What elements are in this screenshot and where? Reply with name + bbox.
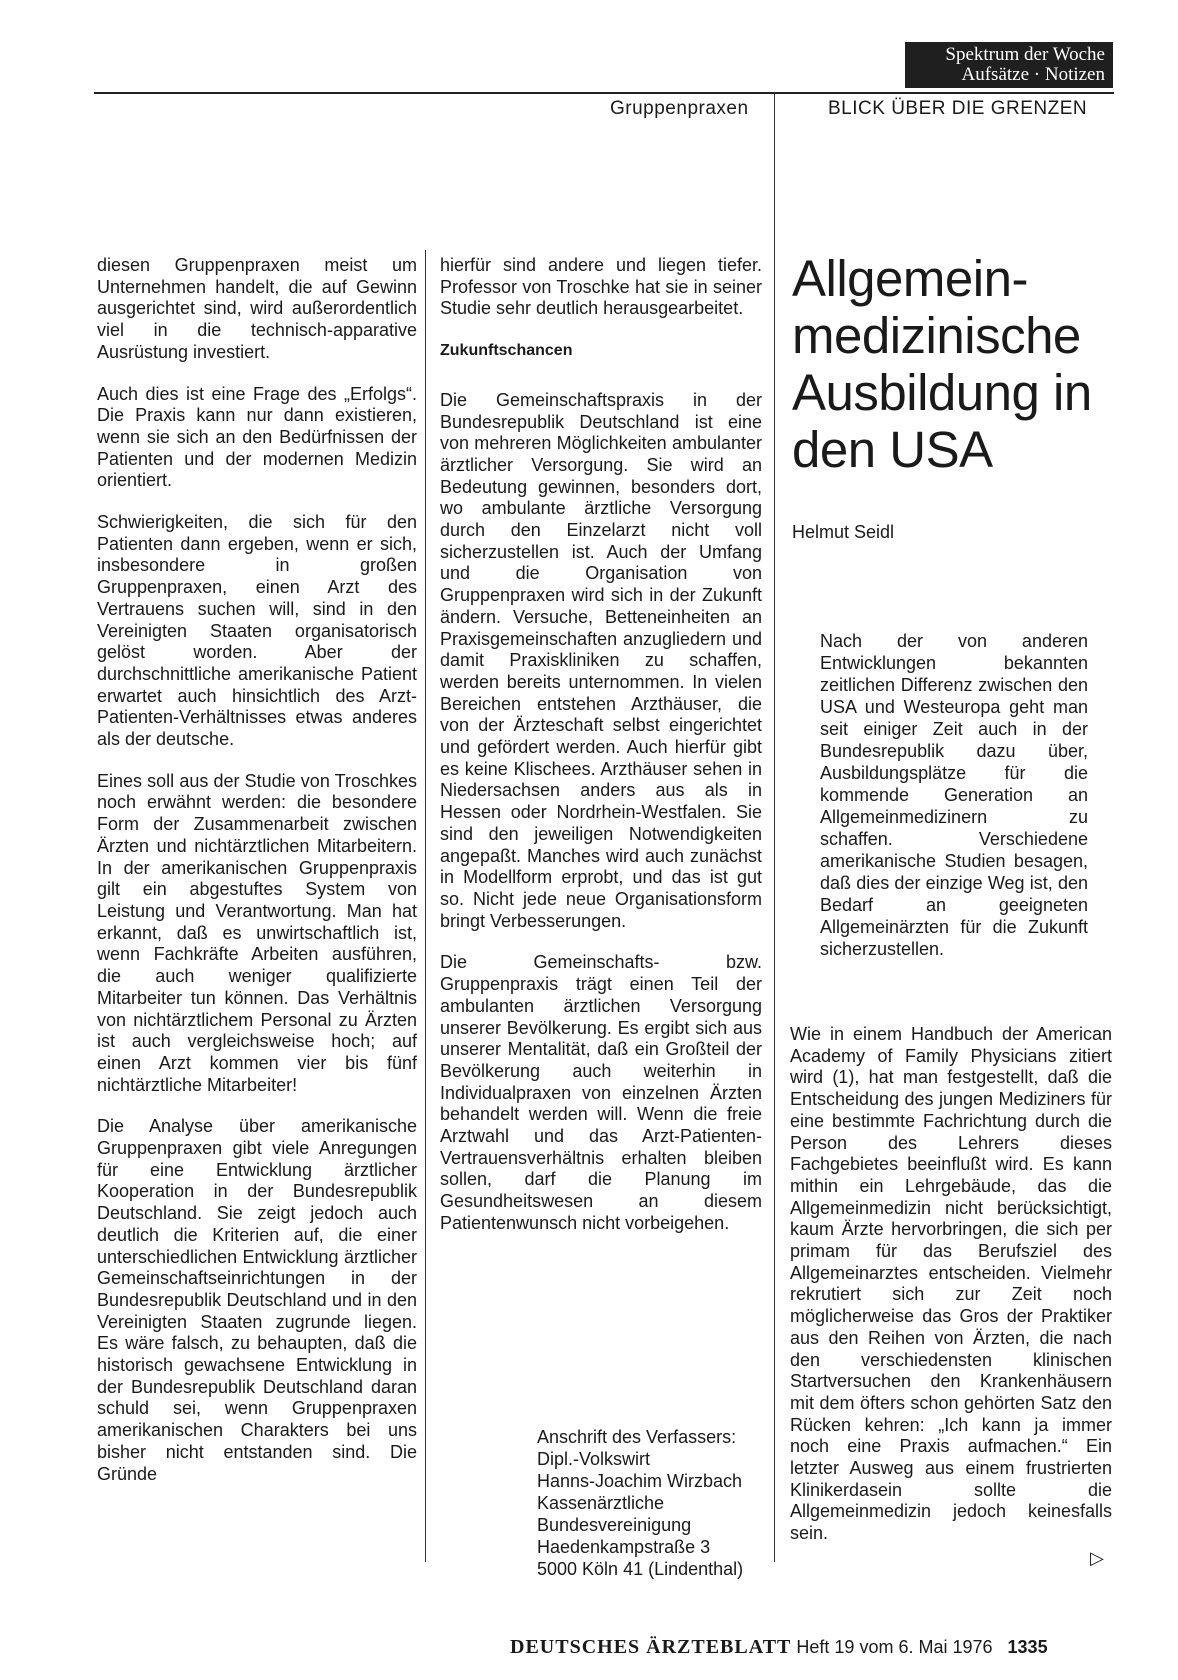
section-heading: Zukunftschancen xyxy=(440,342,573,360)
article-column-1 xyxy=(97,255,417,1505)
article-title: Allgemein-medizinische Ausbildung in den USA xyxy=(792,250,1092,478)
address-line: Hanns-Joachim Wirzbach xyxy=(537,1471,743,1491)
article-column-2 xyxy=(440,255,762,1255)
badge-line-2: Aufsätze · Notizen xyxy=(961,64,1105,85)
address-line: Bundesvereinigung xyxy=(537,1515,692,1535)
paragraph: Die Analyse über amerikanische Gruppenpraxen gibt viele Anregungen für eine Entwicklung ärztlicher Kooperation in der Bundesrepublik Deutschland. Sie zeigt jedoch auch deutlich die Kriterien auf, die einer unterschiedlichen Entwicklung ärztlicher Gemeinschaftseinrichtungen in der Bundesrepublik Deutschland und in den Vereinigten Staaten zugrunde liegen. Es wäre falsch, zu behaupten, daß die historisch gewachsene Entwicklung in der Bundesrepublik Deutschland daran schuld sei, wenn Gruppenpraxen amerikanischen Charakters bei uns bisher nicht entstanden sind. Die Gründe xyxy=(97,1116,417,1484)
paragraph: Die Gemeinschaftspraxis in der Bundesrepublik Deutschland ist eine von mehreren Möglichkeiten ambulanter ärztlicher Versorgung. Sie wird an Bedeutung gewinnen, besonders dort, wo ambulante ärztliche Versorgung durch den Einzelarzt nicht voll sicherzustellen ist. Auch der Umfang und die Organisation von Gruppenpraxen wird sich in der Zukunft ändern. Versuche, Betteneinheiten an Praxisgemeinschaften anzugliedern und damit Praxiskliniken zu schaffen, werden bereits unternommen. In vielen Bereichen entstehen Arzthäuser, die von der Ärzteschaft selbst eingerichtet und gefördert werden. Auch hierfür gibt es keine Klischees. Arzthäuser sehen in Niedersachsen anders aus als in Hessen oder Nordrhein-Westfalen. Sie sind den jeweiligen Notwendigkeiten angepaßt. Manches wird auch zunächst in Modellform erprobt, und das ist gut so. Nicht jede neue Organisationsform bringt Verbesserungen. xyxy=(440,389,762,931)
paragraph: Schwierigkeiten, die sich für den Patienten dann ergeben, wenn er sich, insbesondere in großen Gruppenpraxen, einen Arzt des Vertrauens suchen will, sind in den Vereinigten Staaten organisatorisch gelöst worden. Aber der durchschnittliche amerikanische Patient erwartet auch hinsichtlich des Arzt-Patienten-Verhältnisses etwas anderes als der deutsche. xyxy=(97,512,417,750)
page-footer xyxy=(510,1636,1110,1659)
paragraph: hierfür sind andere und liegen tiefer. Professor von Troschke hat sie in seiner Studie sehr deutlich herausgearbeitet. xyxy=(440,255,762,319)
continue-arrow-icon: ▷ xyxy=(1090,1548,1104,1568)
address-line: 5000 Köln 41 (Lindenthal) xyxy=(537,1559,744,1579)
column-divider-2 xyxy=(774,92,775,1562)
section-badge xyxy=(905,42,1113,88)
column-divider-1 xyxy=(425,250,426,1562)
address-line: Haedenkampstraße 3 xyxy=(537,1537,711,1557)
badge-line-1: Spektrum der Woche xyxy=(945,44,1105,65)
author-address xyxy=(537,1426,777,1580)
address-line: Anschrift des Verfassers: xyxy=(537,1427,737,1447)
section-label-left: Gruppenpraxen xyxy=(610,98,749,119)
paragraph: diesen Gruppenpraxen meist um Unternehmen handelt, die auf Gewinn ausgerichtet sind, wird außerordentlich viel in die technisch-apparative Ausrüstung investiert. xyxy=(97,255,417,362)
paragraph: Die Gemeinschafts- bzw. Gruppenpraxis trägt einen Teil der ambulanten ärztlichen Versorgung unserer Bevölkerung. Es ergibt sich aus unserer Mentalität, daß ein Großteil der Bevölkerung auch weiterhin in Individualpraxen von einzelnen Ärzten behandelt werden will. Wenn die freie Arztwahl und das Arzt-Patienten-Vertrauensverhältnis erhalten bleiben sollen, darf die Planung im Gesundheitswesen an diesem Patientenwunsch nicht vorbeigehen. xyxy=(440,952,762,1233)
header-rule xyxy=(94,92,1114,94)
address-line: Dipl.-Volkswirt xyxy=(537,1449,651,1469)
issue-info: Heft 19 vom 6. Mai 1976 xyxy=(796,1637,993,1657)
paragraph: Auch dies ist eine Frage des „Erfolgs“. Die Praxis kann nur dann existieren, wenn sie sich an den Bedürfnissen der Patienten und der modernen Medizin orientiert. xyxy=(97,383,417,491)
paragraph: Wie in einem Handbuch der American Academy of Family Physicians zitiert wird (1), hat man festgestellt, daß die Entscheidung des jungen Mediziners für eine bestimmte Fachrichtung durch die Person des Lehrers dieses Fachgebietes beeinflußt wird. Es kann mithin ein Lehrgebäude, das die Allgemeinmedizin nicht berücksichtigt, kaum Ärzte hervorbringen, die sich per primam für das Berufsziel des Allgemeinarztes entscheiden. Vielmehr rekrutiert sich zur Zeit noch möglicherweise das Gros der Praktiker aus den Reihen von Ärzten, die nach den verschiedensten klinischen Startversuchen den Krankenhäusern mit dem öfters schon gehörten Satz den Rücken kehren: „Ich kann ja immer noch eine Praxis aufmachen.“ Ein letzter Ausweg aus einem frustrierten Klinikerdasein sollte die Allgemeinmedizin jedoch keinesfalls sein. xyxy=(790,1024,1112,1544)
section-label-right: BLICK ÜBER DIE GRENZEN xyxy=(828,98,1088,119)
paragraph: Eines soll aus der Studie von Troschkes noch erwähnt werden: die besondere Form der Zusammenarbeit zwischen Ärzten und nichtärztlichen Mitarbeitern. In der amerikanischen Gruppenpraxis gilt ein abgestuftes System von Leistung und Verantwortung. Man hat erkannt, daß es unwirtschaftlich ist, wenn Fachkräfte Arbeiten ausführen, die auch weniger qualifizierte Mitarbeiter tun können. Das Verhältnis von nichtärztlichem Personal zu Ärzten ist auch vergleichsweise hoch; auf einen Arzt kommen vier bis fünf nichtärztliche Mitarbeiter! xyxy=(97,770,417,1095)
address-line: Kassenärztliche xyxy=(537,1493,665,1513)
article-author: Helmut Seidl xyxy=(792,522,895,542)
article-abstract: Nach der von anderen Entwicklungen bekannten zeitlichen Differenz zwischen den USA und Westeuropa geht man seit einiger Zeit auch in der Bundesrepublik dazu über, Ausbildungsplätze für die kommende Generation an Allgemeinmedizinern zu schaffen. Verschiedene amerikanische Studien besagen, daß dies der einzige Weg ist, den Bedarf an geeigneten Allgemeinärzten für die Zukunft sicherzustellen. xyxy=(820,631,1088,959)
journal-name: DEUTSCHES ÄRZTEBLATT xyxy=(510,1636,792,1658)
page-number: 1335 xyxy=(1007,1637,1048,1657)
article-column-3 xyxy=(790,1024,1112,1565)
